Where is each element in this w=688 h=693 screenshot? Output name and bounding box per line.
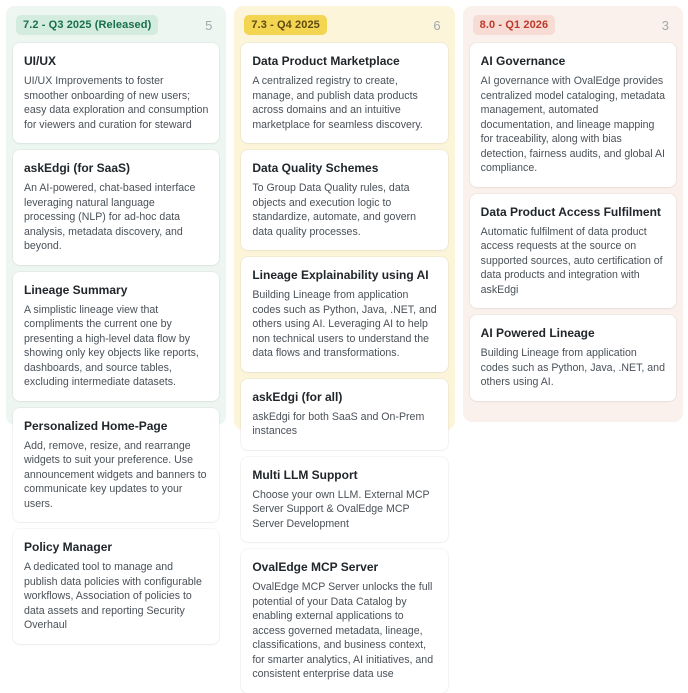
roadmap-card[interactable] <box>241 257 447 372</box>
column-card-count: 3 <box>661 17 669 33</box>
card-description: OvalEdge MCP Server unlocks the full potential of your Data Catalog by enabling external applications to access governed metadata, lineage, classifications, and business context, for smarter analytics, AI initiatives, and consistent enterprise data use <box>252 581 434 680</box>
card-title: Multi LLM Support <box>252 467 358 482</box>
card-description: A centralized registry to create, manage, and publish data products across domains and an intuitive marketplace for seamless discovery. <box>252 75 423 131</box>
column-release-8-0 <box>463 6 683 422</box>
card-title: AI Powered Lineage <box>480 326 595 340</box>
card-description: AI governance with OvalEdge provides centralized model cataloging, metadata management, automated documentation, and lineage mapping for traceability, along with bias detection, fairness audits, and global AI compliance. <box>480 75 665 174</box>
card-title: askEdgi (for all) <box>252 389 343 404</box>
roadmap-card[interactable] <box>13 529 219 644</box>
roadmap-card[interactable] <box>13 408 219 523</box>
roadmap-card[interactable] <box>241 457 447 543</box>
card-description: UI/UX Improvements to foster smoother onboarding of new users; easy data exploration and consumption for viewers and curation for steward <box>24 75 209 131</box>
card-title: Policy Manager <box>24 540 113 554</box>
roadmap-card[interactable] <box>241 43 447 143</box>
card-description: askEdgi for both SaaS and On-Prem instances <box>252 410 425 437</box>
roadmap-card[interactable] <box>13 272 219 401</box>
column-version-badge: 7.3 - Q4 2025 <box>244 15 327 35</box>
card-title: askEdgi (for SaaS) <box>24 161 131 175</box>
card-description: Add, remove, resize, and rearrange widgets to suit your preference. Use announcement widgets and banners to communicate key updates to your users. <box>24 439 207 510</box>
column-card-count: 5 <box>205 17 213 33</box>
column-release-7-3 <box>234 6 454 680</box>
card-description: Automatic fulfilment of data product access requests at the source on supported sources, auto certification of data products and integration with askEdgi <box>480 225 663 296</box>
column-version-badge: 8.0 - Q1 2026 <box>473 15 556 35</box>
card-title: Data Product Marketplace <box>252 54 400 68</box>
card-description: A dedicated tool to manage and publish data policies with configurable workflows, Association of policies to data assets and reporting Security Overhaul <box>24 561 202 631</box>
roadmap-card[interactable] <box>241 379 447 450</box>
roadmap-card[interactable] <box>241 150 447 250</box>
card-title: Lineage Summary <box>24 282 128 297</box>
roadmap-card[interactable] <box>470 315 676 401</box>
column-release-7-2 <box>6 6 226 631</box>
column-header <box>13 13 219 37</box>
roadmap-card[interactable] <box>241 549 447 693</box>
roadmap-card[interactable] <box>13 43 219 143</box>
card-description: An AI-powered, chat-based interface leveraging natural language processing (NLP) for ad-hoc data analysis, metadata discovery, and beyond. <box>24 182 196 252</box>
card-description: A simplistic lineage view that compliments the current one by presenting a high-level data flow by showing only key objects like reports, dashboards, and source tables, excluding intermediate datasets. <box>24 303 199 388</box>
card-title: AI Governance <box>480 54 566 68</box>
card-title: Data Quality Schemes <box>252 161 379 175</box>
card-title: Data Product Access Fulfilment <box>480 204 661 219</box>
card-title: OvalEdge MCP Server <box>252 560 379 574</box>
card-description: Choose your own LLM. External MCP Server Support & OvalEdge MCP Server Development <box>252 488 430 530</box>
card-description: Building Lineage from application codes such as Python, Java, .NET, and others using AI. <box>480 347 665 388</box>
card-description: To Group Data Quality rules, data objects and execution logic to standardize, automate, and govern data quality processes. <box>252 182 417 238</box>
card-description: Building Lineage from application codes such as Python, Java, .NET, and others using AI. Leveraging AI to help non technical users to understand the data flows and transformations. <box>252 289 437 359</box>
card-title: UI/UX <box>24 54 57 68</box>
card-title: Lineage Explainability using AI <box>252 268 429 282</box>
roadmap-card[interactable] <box>470 43 676 187</box>
roadmap-card[interactable] <box>13 150 219 265</box>
column-header <box>241 13 447 37</box>
column-header <box>470 13 676 37</box>
column-version-badge: 7.2 - Q3 2025 (Released) <box>16 15 158 35</box>
roadmap-card[interactable] <box>470 194 676 309</box>
column-card-count: 6 <box>433 17 441 33</box>
card-title: Personalized Home-Page <box>24 418 168 433</box>
